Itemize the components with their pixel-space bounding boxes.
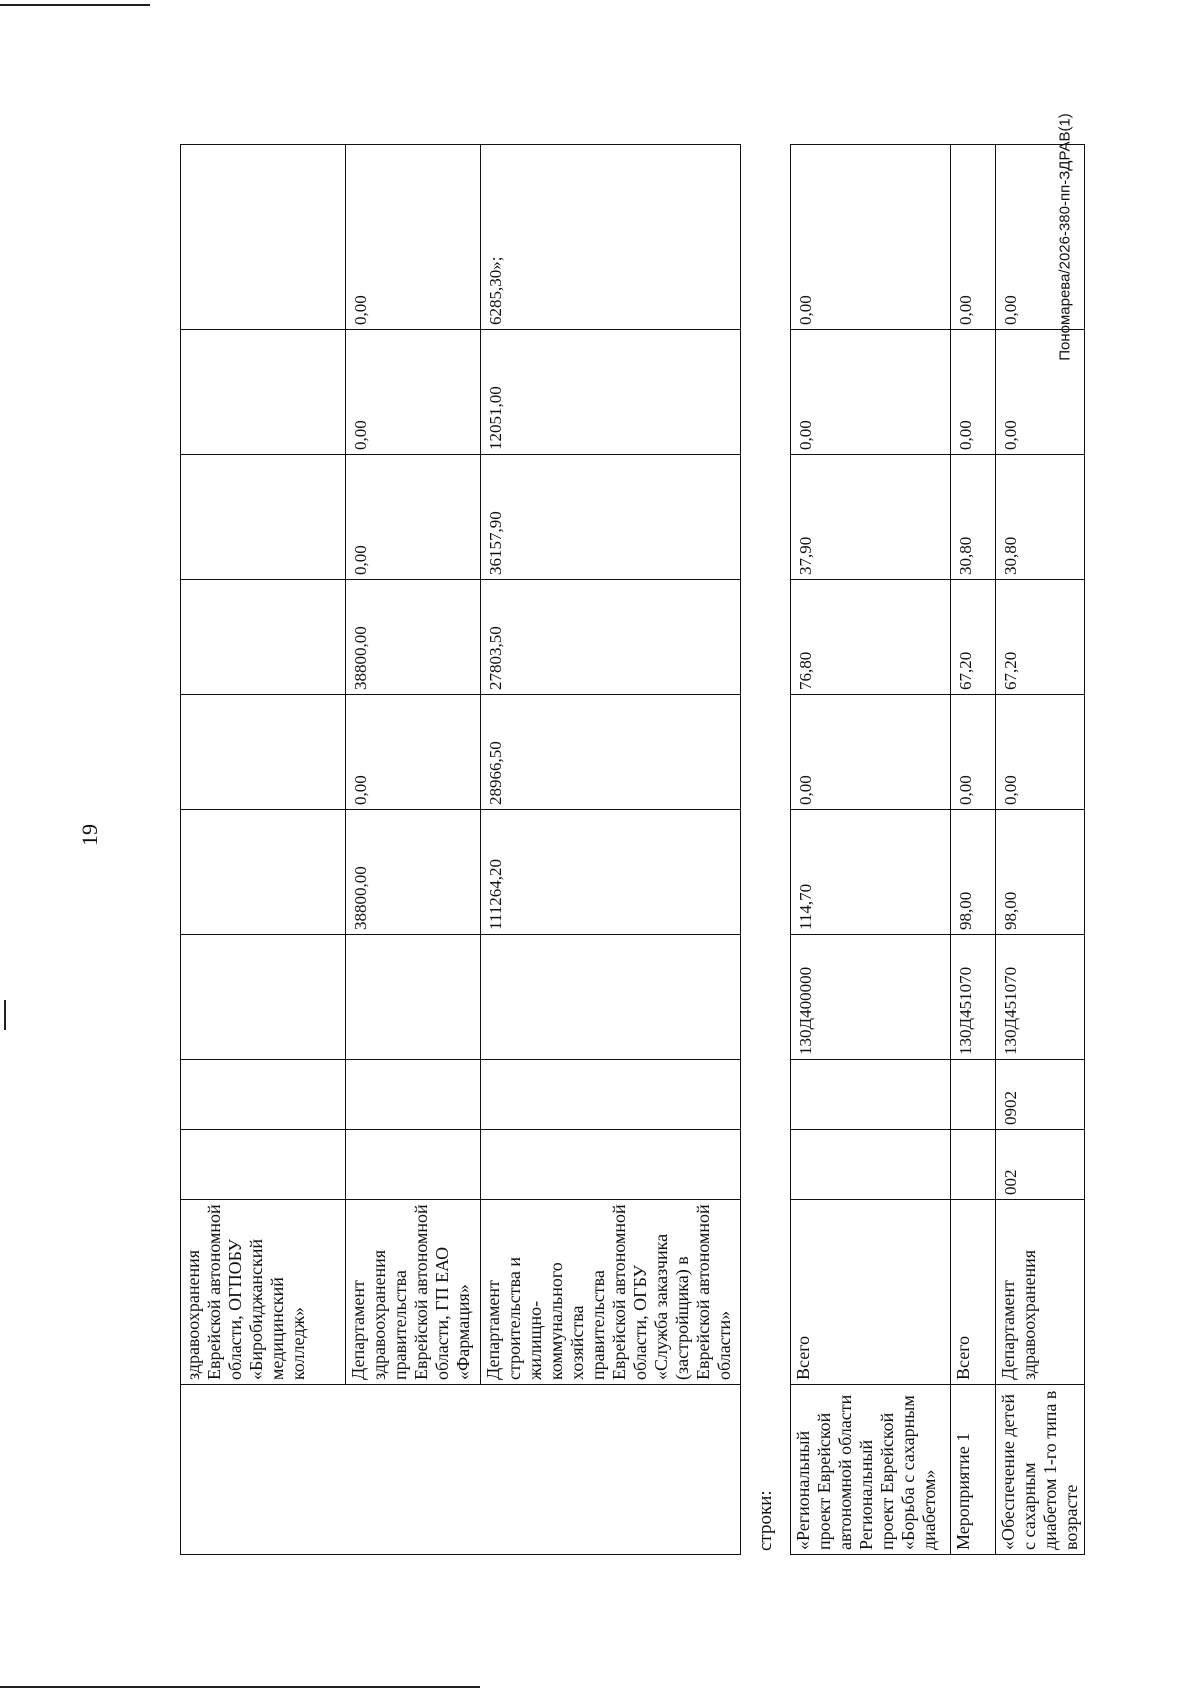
rz-cell — [346, 1060, 481, 1130]
csr-cell — [481, 935, 741, 1060]
value-extra — [181, 145, 346, 330]
upper-row-2 — [346, 145, 481, 1555]
value-mun: 0,00 — [346, 455, 481, 580]
top-rule — [0, 4, 150, 6]
value-mun: 37,90 — [791, 455, 951, 580]
lower-row-3 — [996, 145, 1085, 1555]
csr-cell — [346, 935, 481, 1060]
rz-cell — [181, 1060, 346, 1130]
value-fed: 0,00 — [951, 695, 996, 810]
rz-cell — [951, 1060, 996, 1130]
lower-row-2 — [951, 145, 996, 1555]
value-fed: 0,00 — [996, 695, 1085, 810]
value-mun: 36157,90 — [481, 455, 741, 580]
value-total: 98,00 — [996, 810, 1085, 935]
value-reg: 27803,50 — [481, 580, 741, 695]
csr-cell: 130Д451070 — [996, 935, 1085, 1060]
csr-cell: 130Д400000 — [791, 935, 951, 1060]
grbs-cell: 002 — [996, 1130, 1085, 1200]
value-other: 0,00 — [791, 330, 951, 455]
value-fed: 0,00 — [346, 695, 481, 810]
executor-cell: Всего — [951, 1200, 996, 1385]
value-other: 12051,00 — [481, 330, 741, 455]
value-other — [181, 330, 346, 455]
value-reg: 67,20 — [951, 580, 996, 695]
value-extra: 0,00 — [791, 145, 951, 330]
value-extra: 0,00 — [996, 145, 1085, 330]
value-reg: 67,20 — [996, 580, 1085, 695]
value-fed: 0,00 — [791, 695, 951, 810]
stroki-label: строки: — [755, 1490, 776, 1551]
upper-table — [180, 144, 741, 1555]
value-mun: 30,80 — [951, 455, 996, 580]
left-edge-mark — [4, 1000, 6, 1030]
value-total — [181, 810, 346, 935]
page-number: 19 — [77, 824, 102, 846]
rz-cell: 0902 — [996, 1060, 1085, 1130]
value-fed: 28966,50 — [481, 695, 741, 810]
value-reg — [181, 580, 346, 695]
value-other: 0,00 — [996, 330, 1085, 455]
grbs-cell — [951, 1130, 996, 1200]
rotated-document — [180, 50, 1080, 1600]
value-total: 98,00 — [951, 810, 996, 935]
value-mun — [181, 455, 346, 580]
grbs-cell — [791, 1130, 951, 1200]
executor-cell: Всего — [791, 1200, 951, 1385]
rz-cell — [791, 1060, 951, 1130]
executor-cell: Департамент здравоохранения правительства Еврейской автономной области, ГП ЕАО «Фармация» — [346, 1200, 481, 1385]
value-other: 0,00 — [346, 330, 481, 455]
rz-cell — [481, 1060, 741, 1130]
value-total: 114,70 — [791, 810, 951, 935]
grbs-cell — [346, 1130, 481, 1200]
upper-row-3 — [481, 145, 741, 1555]
row-title: «Региональный проект Еврейской автономной области Региональный проект Еврейской «Борьба с сахарным диабетом» — [791, 1385, 951, 1555]
row-title: «Обеспечение детей с сахарным диабетом 1-го типа в возрасте — [996, 1385, 1085, 1555]
value-extra: 0,00 — [346, 145, 481, 330]
executor-cell: здравоохранения Еврейской автономной области, ОГПОБУ «Биробиджанский медицинский колледж» — [181, 1200, 346, 1385]
lower-table — [790, 144, 1085, 1555]
upper-row-1 — [181, 145, 346, 1555]
value-total: 111264,20 — [481, 810, 741, 935]
value-other: 0,00 — [951, 330, 996, 455]
executor-cell: Департамент строительства и жилищно-коммунального хозяйства правительства Еврейской автономной области, ОГБУ «Служба заказчика (застройщика) в Еврейской автономной области» — [481, 1200, 741, 1385]
grbs-cell — [481, 1130, 741, 1200]
row-title: Мероприятие 1 — [951, 1385, 996, 1555]
value-fed — [181, 695, 346, 810]
csr-cell — [181, 935, 346, 1060]
value-extra: 6285,30»; — [481, 145, 741, 330]
row-title — [181, 1385, 741, 1555]
grbs-cell — [181, 1130, 346, 1200]
value-reg: 76,80 — [791, 580, 951, 695]
bottom-rule — [0, 1686, 480, 1688]
csr-cell: 130Д451070 — [951, 935, 996, 1060]
value-reg: 38800,00 — [346, 580, 481, 695]
executor-cell: Департамент здравоохранения — [996, 1200, 1085, 1385]
value-total: 38800,00 — [346, 810, 481, 935]
lower-row-1 — [791, 145, 951, 1555]
value-extra: 0,00 — [951, 145, 996, 330]
value-mun: 30,80 — [996, 455, 1085, 580]
footer-code-text: Пономарева/2026-380-пп-ЗДРАВ(1) — [1056, 113, 1074, 361]
